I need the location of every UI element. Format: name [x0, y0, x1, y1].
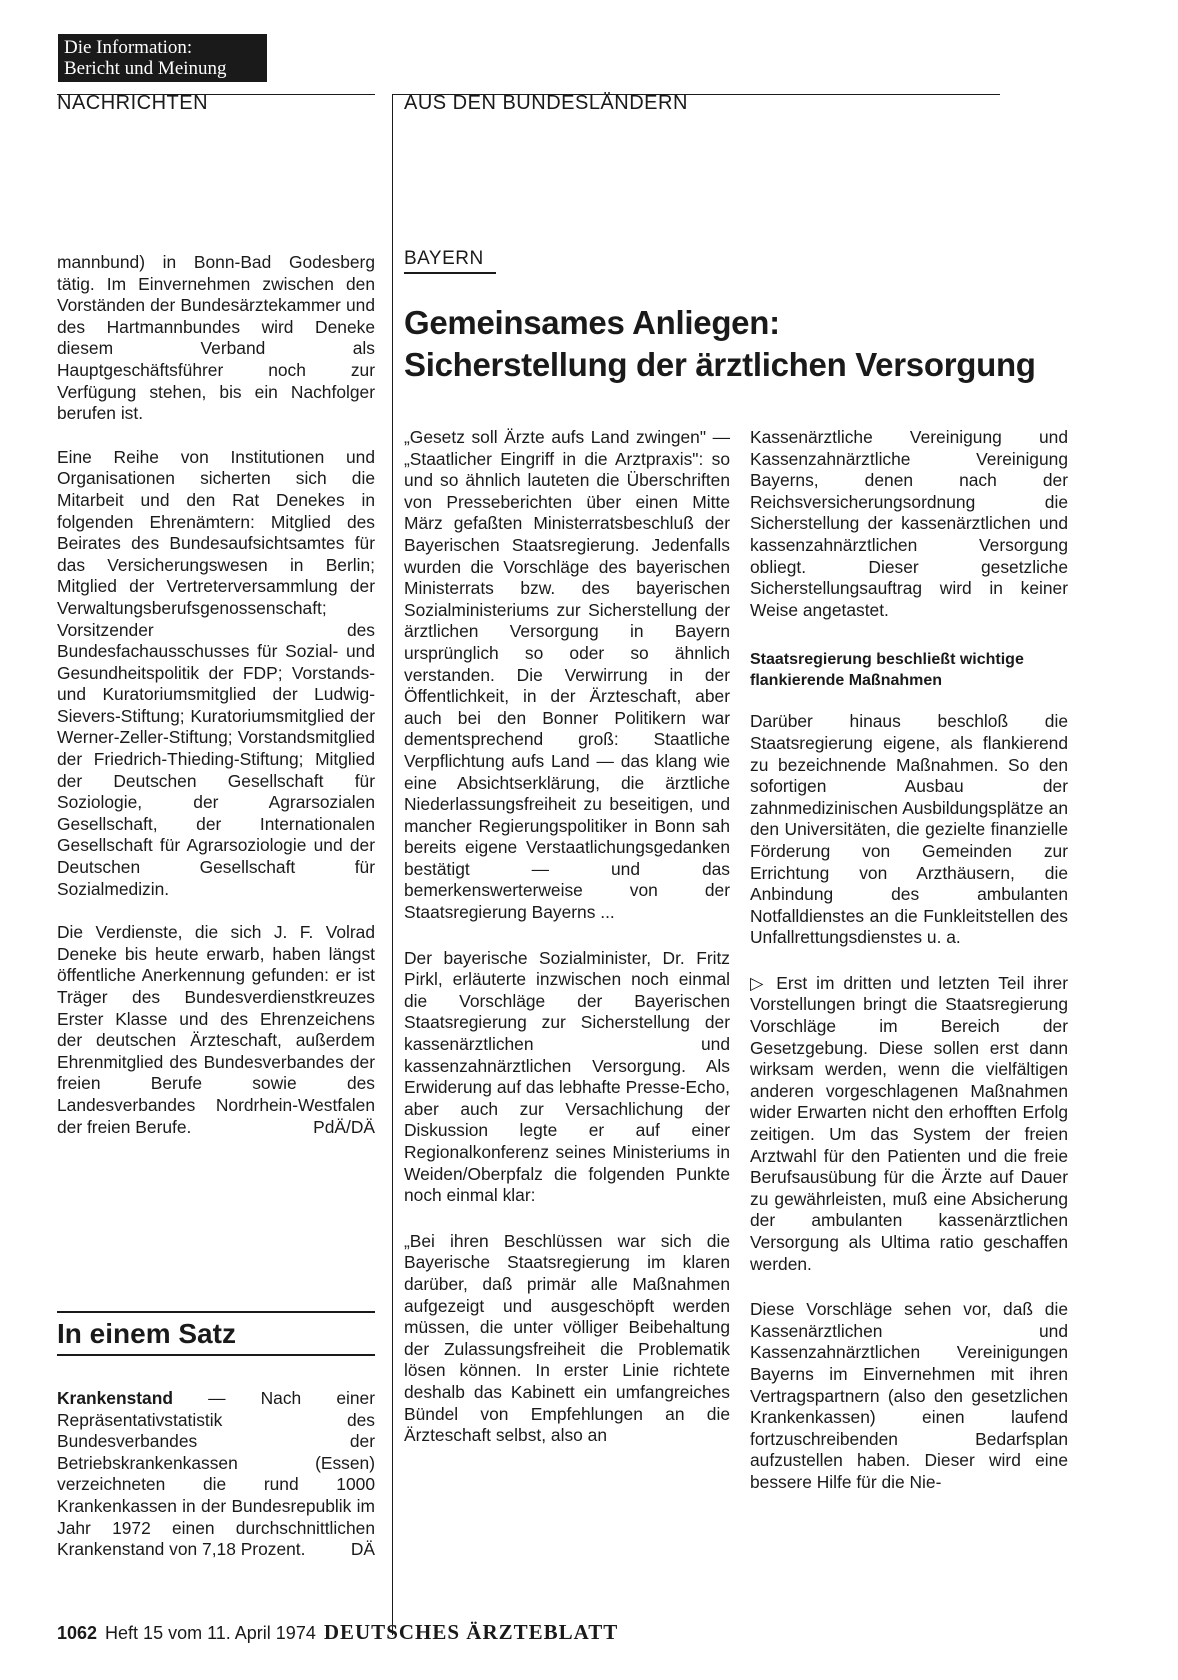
left-paragraph-3-text: Die Verdienste, die sich J. F. Volrad Deneke bis heute erwarb, haben längst öffentliche Anerkennung gefunden: er ist Träger des Bundesverdienstkreuzes Erster Klasse und des Ehrenzeichens der deutschen Ärzteschaft, außerdem Ehrenmitglied des Bundesverbandes der freien Berufe sowie des Landesverbandes Nordrhein-Westfalen der freien Berufe. [57, 922, 375, 1137]
region-underline [404, 272, 496, 274]
article-paragraph-4: Kassenärztliche Vereinigung und Kassenzahnärztliche Vereinigung Bayerns, denen nach der Reichsversicherungsordnung die Sicherstellung der kassenärztlichen und kassenzahnärztlichen Versorgung obliegt. Dieser gesetzliche Sicherstellungsauftrag wird in keiner Weise angetastet. [750, 427, 1068, 620]
satz-text: — Nach einer Repräsentativstatistik des Bundesverbandes der Betriebskrankenkassen (Essen) verzeichneten die rund 1000 Krankenkassen in der Bundesrepublik im Jahr 1972 einen durchschnittlichen Krankenstand von 7,18 Prozent. [57, 1388, 375, 1560]
in-einem-satz-title: In einem Satz [57, 1318, 236, 1349]
headline-line-1: Gemeinsames Anliegen: [404, 304, 780, 341]
article-paragraph-3: „Bei ihren Beschlüssen war sich die Bayerische Staatsregierung im klaren darüber, daß primär alle Maßnahmen aufgezeigt und ausgeschöpft werden müssen, die unter völliger Beibehaltung der Zulassungsfreiheit die Problematik lösen können. In erster Linie richtete deshalb das Kabinett ein umfangreiches Bündel von Empfehlungen an die Ärzteschaft selbst, also an [404, 1230, 730, 1446]
signature: PdÄ/DÄ [313, 1116, 375, 1137]
article-paragraph-1: „Gesetz soll Ärzte aufs Land zwingen" — „Staatlicher Eingriff in die Arztpraxis": so und so ähnlich lauteten die Überschriften von Presseberichten über einen Mitte März gefaßten Ministerratsbeschluß der Bayerischen Staatsregierung. Jedenfalls wurden die Vorschläge des bayerischen Ministerrats bzw. des bayerischen Sozialministeriums zur Sicherstellung der ärztlichen Versorgung in Bayern ursprünglich so oder so ähnlich verstanden. Die Verwirrung in der Öffentlichkeit, in der Ärzteschaft, aber auch bei den Bonner Politikern war dementsprechend groß: Staatliche Verpflichtung aufs Land — das klang wie eine Absichtserklärung, die ärztliche Niederlassungsfreiheit zu beseitigen, und mancher Regierungspolitiker in Bonn sah bereits eigene Verstaatlichungsgedanken bestätigt — und das bemerkenswerterweise von der Staatsregierung Bayerns ... [404, 427, 730, 923]
article-paragraph-7: Diese Vorschläge sehen vor, daß die Kassenärztlichen und Kassenzahnärztlichen Vereinigungen Bayerns im Einvernehmen mit ihren Vertragspartnern (also den gesetzlichen Krankenkassen) einen laufend fortzuschreibenden Bedarfsplan aufzustellen haben. Dieser wird eine bessere Hilfe für die Nie- [750, 1299, 1068, 1492]
article-headline [404, 302, 1084, 386]
article-subheading: Staatsregierung beschließt wichtige flankierende Maßnahmen [750, 651, 1024, 690]
triangle-marker-icon: ▷ [750, 972, 768, 993]
section-badge [58, 34, 267, 82]
satz-rule-bottom [57, 1354, 375, 1356]
region-label: BAYERN [404, 248, 484, 269]
article-paragraph-5: Darüber hinaus beschloß die Staatsregierung eigene, als flankierend zu bezeichnende Maßnahmen. So den sofortigen Ausbau der zahnmedizinischen Ausbildungsplätze an den Universitäten, die gezielte finanzielle Förderung von Gemeinden zur Errichtung von Arzthäusern, die Anbindung des ambulanten Notfalldienstes an die Funkleitstellen des Unfallrettungsdienstes u. a. [750, 711, 1068, 948]
page-footer [57, 1620, 618, 1645]
section-header-nachrichten: NACHRICHTEN [57, 92, 209, 114]
article-column-1 [404, 427, 730, 1447]
article-paragraph-2: Der bayerische Sozialminister, Dr. Fritz Pirkl, erläuterte inzwischen noch einmal die Vorschläge der Bayerischen Staatsregierung zur Sicherstellung der kassenärztlichen und kassenzahnärztlichen Versorgung. Als Erwiderung auf das lebhafte Presse-Echo, aber auch zur Versachlichung der Diskussion legte er auf einer Regionalkonferenz seines Ministeriums in Weiden/Oberpfalz die folgenden Punkte noch einmal klar: [404, 947, 730, 1206]
column-divider [392, 95, 393, 1635]
section-header-bundeslaender: AUS DEN BUNDESLÄNDERN [404, 92, 688, 114]
satz-rule-top [57, 1311, 375, 1313]
left-paragraph-1: mannbund) in Bonn-Bad Godesberg tätig. Im Einvernehmen zwischen den Vorständen der Bundesärztekammer und des Hartmannbundes wird Deneke diesem Verband als Hauptgeschäftsführer noch zur Verfügung stehen, bis ein Nachfolger berufen ist. [57, 252, 375, 424]
left-paragraph-3 [57, 922, 375, 1138]
satz-signature: DÄ [350, 1539, 375, 1560]
issue-info: Heft 15 vom 11. April 1974 [105, 1623, 316, 1643]
in-einem-satz-body [57, 1388, 375, 1561]
article-paragraph-6 [750, 973, 1068, 1275]
article-paragraph-6-text: Erst im dritten und letzten Teil ihrer Vorstellungen bringt die Staatsregierung Vorschläge im Bereich der Gesetzgebung. Diese sollen erst dann wirksam werden, wenn die vielfältigen anderen vorgeschlagenen Maßnahmen wider Erwarten nicht den erhofften Erfolg zeitigen. Um das System der freien Arztwahl für den Patienten und die freie Berufsausübung für die Ärzte auf Dauer zu gewährleisten, muß eine Absicherung der ambulanten kassenärztlichen Versorgung als Ultima ratio geschaffen werden. [750, 972, 1068, 1274]
headline-line-2: Sicherstellung der ärztlichen Versorgung [404, 346, 1036, 383]
left-paragraph-2: Eine Reihe von Institutionen und Organisationen sicherten sich die Mitarbeit und den Rat Denekes in folgenden Ehrenämtern: Mitglied des Beirates des Bundesaufsichtsamtes für das Versicherungswesen in Berlin; Mitglied der Vertreterversammlung der Verwaltungsberufsgenossenschaft; Vorsitzender des Bundesfachausschusses für Sozial- und Gesundheitspolitik der FDP; Vorstands- und Kuratoriumsmitglied der Ludwig-Sievers-Stiftung; Kuratoriumsmitglied der Werner-Zeller-Stiftung; Vorstandsmitglied der Friedrich-Thieding-Stiftung; Mitglied der Deutschen Gesellschaft für Soziologie, der Agrarsozialen Gesellschaft, der Internationalen Gesellschaft für Agrarsoziologie und der Deutschen Gesellschaft für Sozialmedizin. [57, 446, 375, 899]
magazine-title: DEUTSCHES ÄRZTEBLATT [323, 1620, 619, 1644]
article-column-2 [750, 427, 1068, 1494]
satz-lead: Krankenstand [57, 1388, 173, 1408]
badge-line-2: Bericht und Meinung [64, 58, 227, 79]
page-number: 1062 [57, 1623, 98, 1643]
badge-line-1: Die Information: [64, 37, 193, 58]
left-column [57, 252, 375, 1138]
